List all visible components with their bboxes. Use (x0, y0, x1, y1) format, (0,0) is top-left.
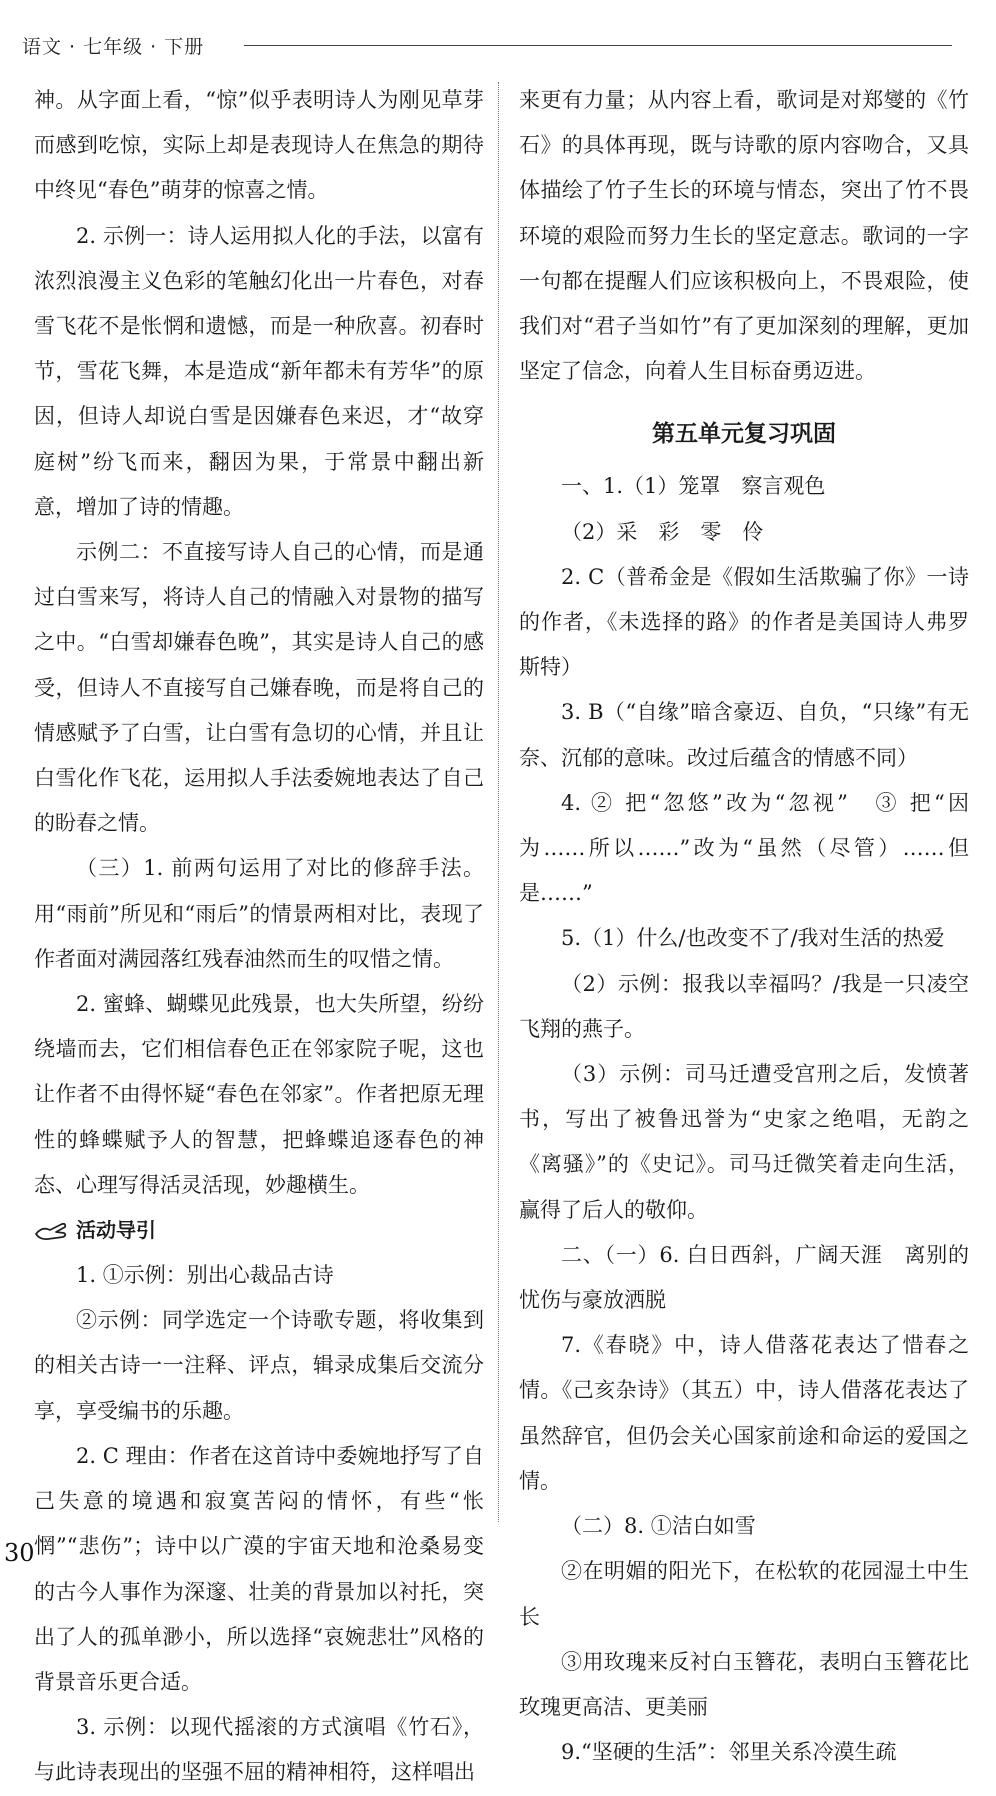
answer-paragraph: 2. 示例一：诗人运用拟人化的手法，以富有浓烈浪漫主义色彩的笔触幻化出一片春色，对春雪飞花不是怅惘和遗憾，而是一种欣喜。初春时节，雪花飞舞，本是造成“新年都未有芳华”的原因，但诗人却说白雪是因嫌春色来迟，才“故穿庭树”纷飞而来，翻因为果，于常景中翻出新意，增加了诗的情趣。 (34, 223, 484, 519)
activity-guide-heading (34, 1208, 484, 1253)
answer-paragraph: ③用玫瑰来反衬白玉簪花，表明白玉簪花比玫瑰更高洁、更美丽 (519, 1649, 969, 1719)
answer-paragraph: （三）1. 前两句运用了对比的修辞手法。用“雨前”所见和“雨后”的情景两相对比，表现了作者面对满园落红残春油然而生的叹惜之情。 (34, 856, 484, 971)
answer-paragraph: 1. ①示例：别出心裁品古诗 (76, 1263, 334, 1288)
right-column (519, 78, 969, 1775)
answer-paragraph: 3. 示例：以现代摇滚的方式演唱《竹石》，与此诗表现出的坚强不屈的精神相符，这样唱出 (34, 1715, 484, 1785)
answer-paragraph: 3. B（“自缘”暗含豪迈、自负，“只缘”有无奈、沉郁的意味。改过后蕴含的情感不同） (519, 700, 969, 770)
answer-paragraph: 二、（一）6. 白日西斜，广阔天涯 离别的忧伤与豪放洒脱 (519, 1242, 969, 1313)
answer-paragraph: （2）采 彩 零 伶 (561, 519, 764, 544)
column-divider (498, 82, 499, 1522)
answer-paragraph: （3）示例：司马迁遭受宫刑之后，发愤著书，写出了被鲁迅誉为“史家之绝唱，无韵之《离骚》”的《史记》。司马迁微笑着走向生活，赢得了后人的敬仰。 (519, 1062, 969, 1222)
answer-paragraph: 4. ② 把“忽悠”改为“忽视” ③ 把“因为……所以……”改为“虽然（尽管）……但是……” (519, 790, 969, 906)
answer-paragraph: （二）8. ①洁白如雪 (561, 1514, 756, 1539)
answer-paragraph: 7.《春晓》中，诗人借落花表达了惜春之情。《己亥杂诗》（其五）中，诗人借落花表达了虽然辞官，但仍会关心国家前途和命运的爱国之情。 (519, 1333, 969, 1493)
answer-paragraph: 2. 蜜蜂、蝴蝶见此残景，也大失所望，纷纷绕墙而去，它们相信春色正在邻家院子呢，这也让作者不由得怀疑“春色在邻家”。作者把原无理性的蜂蝶赋予人的智慧，把蜂蝶追逐春色的神态、心理写得活灵活现，妙趣横生。 (34, 992, 484, 1197)
section-heading: 第五单元复习巩固 (652, 421, 836, 448)
page-header (22, 32, 952, 62)
answer-paragraph: ②在明媚的阳光下，在松软的花园湿土中生长 (519, 1559, 969, 1629)
answer-paragraph: （2）示例：报我以幸福吗？/我是一只凌空飞翔的燕子。 (519, 971, 969, 1041)
answer-paragraph: 2. C 理由：作者在这首诗中委婉地抒写了自己失意的境遇和寂寞苦闷的情怀，有些“怅惘”“悲伤”；诗中以广漠的宇宙天地和沧桑易变的古今人事作为深邃、壮美的背景加以衬托，突出了人的孤单渺小，所以选择“哀婉悲壮”风格的背景音乐更合适。 (34, 1443, 484, 1694)
header-title: 语文 · 七年级 · 下册 (22, 36, 205, 58)
page-number: 30 (4, 1539, 35, 1567)
answer-paragraph: 9.“坚硬的生活”：邻里关系冷漠生疏 (561, 1740, 897, 1765)
answer-paragraph: 神。从字面上看，“惊”似乎表明诗人为刚见草芽而感到吃惊，实际上却是表现诗人在焦急的期待中终见“春色”萌芽的惊喜之情。 (34, 88, 484, 203)
answer-paragraph: 一、1.（1）笼罩 察言观色 (561, 474, 826, 499)
activity-guide-label: 活动导引 (76, 1218, 156, 1243)
answer-paragraph: 5.（1）什么/也改变不了/我对生活的热爱 (561, 926, 945, 951)
answer-paragraph: 来更有力量；从内容上看，歌词是对郑燮的《竹石》的具体再现，既与诗歌的原内容吻合，又具体描绘了竹子生长的环境与情态，突出了竹不畏环境的艰险而努力生长的坚定意志。歌词的一字一句都在提醒人们应该积极向上，不畏艰险，使我们对“君子当如竹”有了更加深刻的理解，更加坚定了信念，向着人生目标奋勇迈进。 (519, 88, 969, 384)
answer-paragraph: 示例二：不直接写诗人自己的心情，而是通过白雪来写，将诗人自己的情融入对景物的描写之中。“白雪却嫌春色晚”，其实是诗人自己的感受，但诗人不直接写自己嫌春晚，而是将自己的情感赋予了白雪，让白雪有急切的心情，并且让白雪化作飞花，运用拟人手法委婉地表达了自己的盼春之情。 (34, 540, 484, 836)
answer-paragraph: ②示例：同学选定一个诗歌专题，将收集到的相关古诗一一注释、评点，辑录成集后交流分享，享受编书的乐趣。 (34, 1308, 484, 1423)
hand-pointer-icon (34, 1220, 68, 1242)
header-rule (244, 45, 952, 46)
left-column (34, 78, 484, 1796)
answer-paragraph: 2. C（普希金是《假如生活欺骗了你》一诗的作者，《未选择的路》的作者是美国诗人弗罗斯特） (519, 564, 969, 680)
